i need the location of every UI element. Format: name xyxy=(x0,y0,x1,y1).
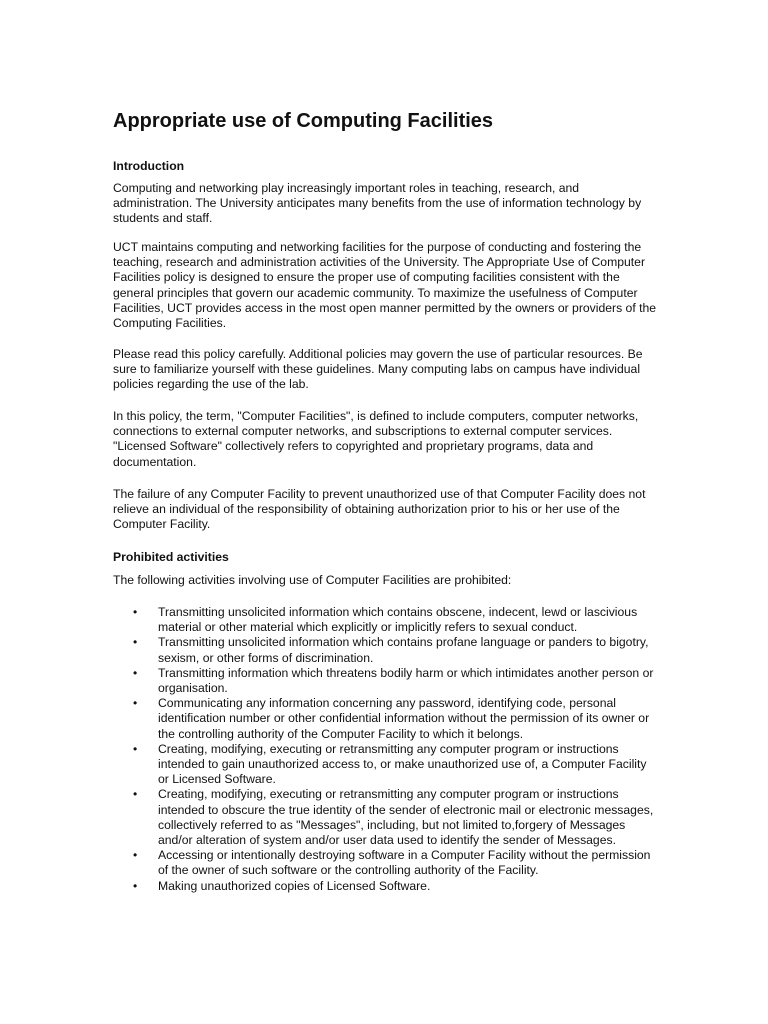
list-item xyxy=(113,696,658,742)
list-item-text: Transmitting unsolicited information which contains profane language or panders to bigotry, sexism, or other forms of discrimination. xyxy=(158,635,649,665)
introduction-heading: Introduction xyxy=(113,159,185,173)
list-item xyxy=(113,742,658,788)
bullet-icon: • xyxy=(133,878,138,893)
bullet-icon: • xyxy=(133,696,138,711)
bullet-icon: • xyxy=(133,605,138,619)
prohibited-activities-list xyxy=(113,605,658,894)
prohibited-intro-text: The following activities involving use of Computer Facilities are prohibited: xyxy=(113,573,512,587)
bullet-icon: • xyxy=(133,741,138,756)
document-title: Appropriate use of Computing Facilities xyxy=(113,110,494,132)
intro-paragraph-4: In this policy, the term, "Computer Facilities", is defined to include computers, computer networks, connections to external computer networks, and subscriptions to external computer services. "Licensed Software" collectively refers to copyrighted and proprietary programs, data and documentation. xyxy=(113,409,639,469)
bullet-icon: • xyxy=(133,787,138,802)
intro-paragraph-1: Computing and networking play increasingly important roles in teaching, research, and administration. The University anticipates many benefits from the use of information technology by students and staff. xyxy=(113,181,642,226)
list-item-text: Creating, modifying, executing or retransmitting any computer program or instructions intended to obscure the true identity of the sender of electronic mail or electronic messages, collectively referred to as "Messages", including, but not limited to,forgery of Messages and/or alteration of system and/or user data used to identify the sender of Messages. xyxy=(158,787,654,848)
intro-paragraph-2: UCT maintains computing and networking facilities for the purpose of conducting and fostering the teaching, research and administration activities of the University. The Appropriate Use of Computer Facilities policy is designed to ensure the proper use of computing facilities consistent with the general principles that govern our academic community. To maximize the usefulness of Computer Facilities, UCT provides access in the most open manner permitted by the owners or providers of the Computing Facilities. xyxy=(113,240,657,331)
list-item xyxy=(113,605,658,635)
bullet-icon: • xyxy=(133,665,138,680)
list-item-text: Transmitting unsolicited information which contains obscene, indecent, lewd or lascivious material or other material which explicitly or implicitly refers to sexual conduct. xyxy=(158,605,638,635)
list-item xyxy=(113,635,658,665)
list-item-text: Transmitting information which threatens bodily harm or which intimidates another person or organisation. xyxy=(158,665,654,696)
prohibited-activities-heading: Prohibited activities xyxy=(113,550,229,564)
bullet-icon: • xyxy=(133,635,138,650)
list-item-text: Communicating any information concerning any password, identifying code, personal identification number or other confidential information without the permission of its owner or the controlling authority of the Computer Facility to which it belongs. xyxy=(158,696,650,741)
list-item xyxy=(113,666,658,696)
list-item xyxy=(113,879,658,894)
list-item xyxy=(113,848,658,878)
intro-paragraph-5: The failure of any Computer Facility to prevent unauthorized use of that Computer Facility does not relieve an individual of the responsibility of obtaining authorization prior to his or her use of the Computer Facility. xyxy=(113,487,646,532)
list-item-text: Accessing or intentionally destroying software in a Computer Facility without the permission of the owner of such software or the controlling authority of the Facility. xyxy=(158,848,651,878)
list-item-text: Making unauthorized copies of Licensed Software. xyxy=(158,878,431,893)
list-item xyxy=(113,787,658,848)
intro-paragraph-3: Please read this policy carefully. Additional policies may govern the use of particular resources. Be sure to familiarize yourself with these guidelines. Many computing labs on campus have individual policies regarding the use of the lab. xyxy=(113,347,643,392)
bullet-icon: • xyxy=(133,848,138,863)
list-item-text: Creating, modifying, executing or retransmitting any computer program or instructions intended to gain unauthorized access to, or make unauthorized use of, a Computer Facility or Licensed Software. xyxy=(158,741,647,787)
